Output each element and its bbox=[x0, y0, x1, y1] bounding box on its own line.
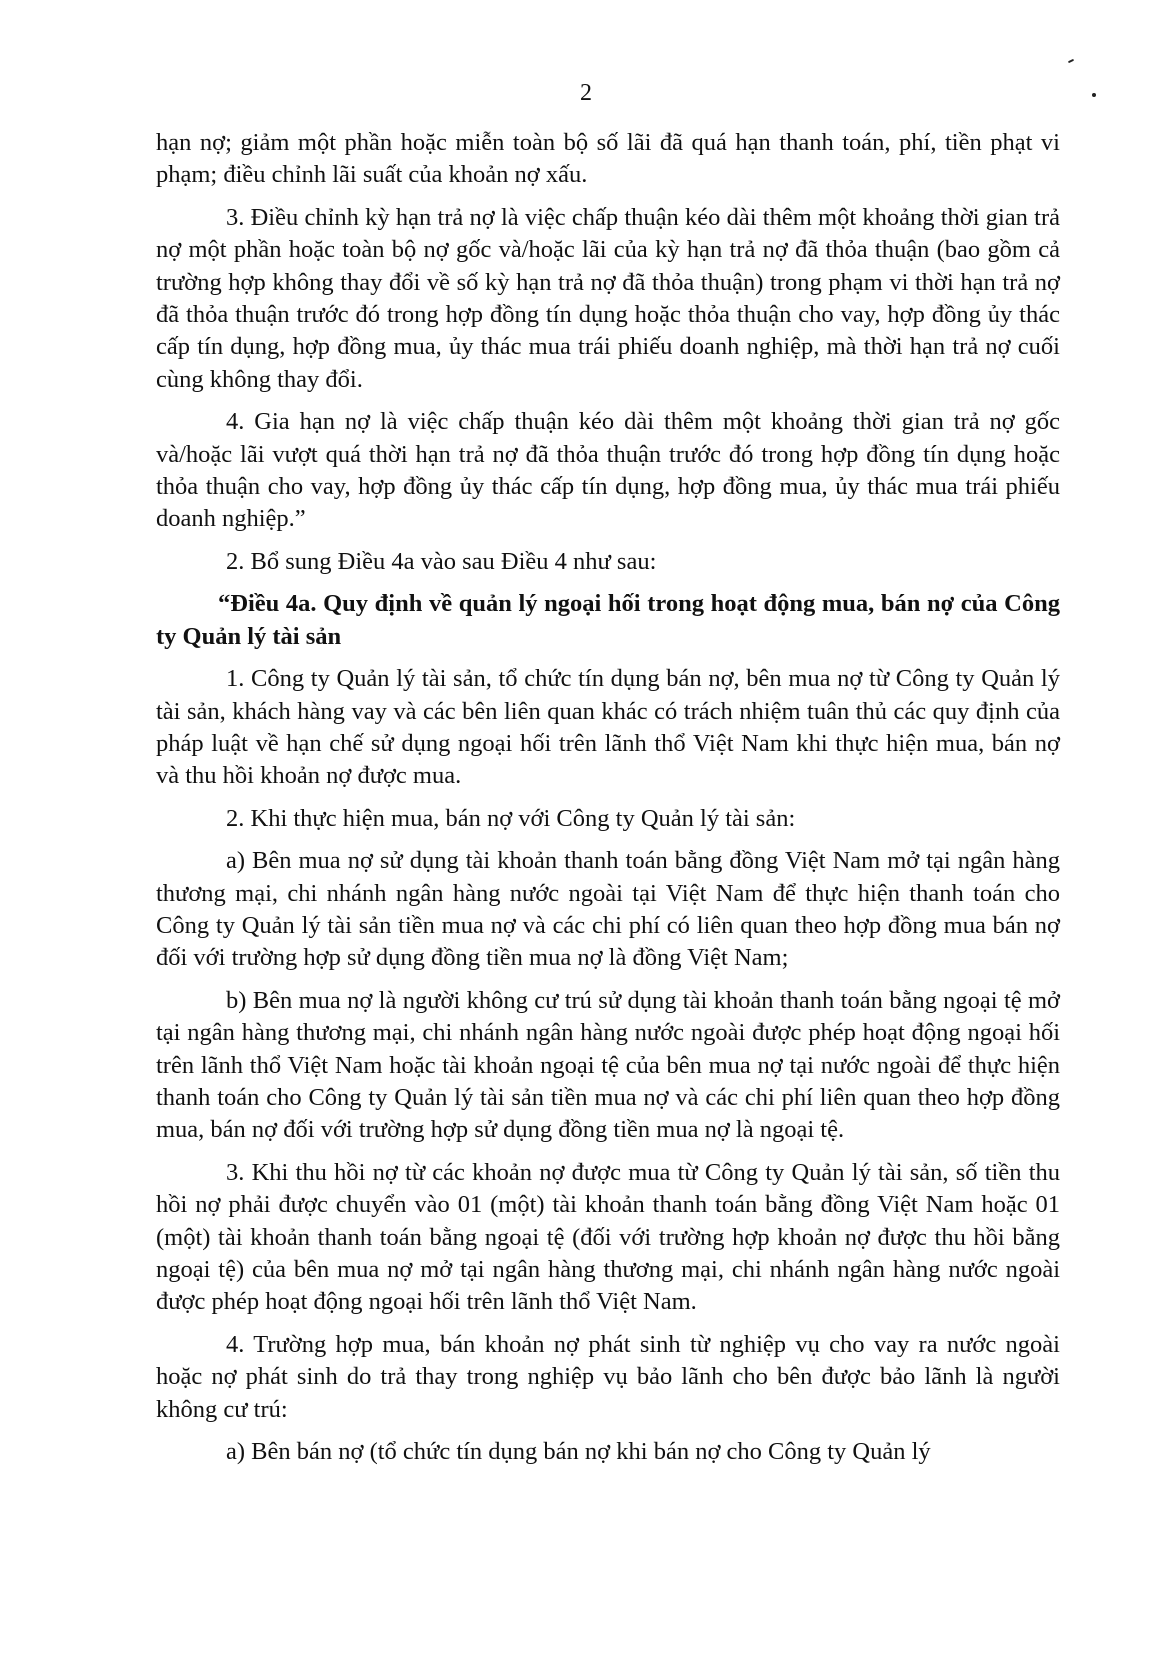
paragraph-amendment-2: 2. Bổ sung Điều 4a vào sau Điều 4 như sau: bbox=[226, 547, 657, 575]
paragraph-4a-clause-4a: a) Bên bán nợ (tổ chức tín dụng bán nợ khi bán nợ cho Công ty Quản lý bbox=[226, 1438, 931, 1466]
scan-mark bbox=[1068, 59, 1074, 63]
paragraph-4a-clause-2b: b) Bên mua nợ là người không cư trú sử dụng tài khoản thanh toán bằng ngoại tệ mở tại ngân hàng thương mại, chi nhánh ngân hàng nước ngoài được phép hoạt động ngoại hối trên lãnh thổ Việt Nam hoặc tài khoản ngoại tệ của bên mua nợ tại nước ngoài để thực hiện thanh toán cho Công ty Quản lý tài sản tiền mua nợ và các chi phí liên quan theo hợp đồng mua, bán nợ đối với trường hợp sử dụng đồng tiền mua nợ là ngoại tệ. bbox=[156, 986, 1060, 1144]
paragraph-4a-clause-2: 2. Khi thực hiện mua, bán nợ với Công ty Quản lý tài sản: bbox=[226, 804, 796, 832]
paragraph-4a-clause-2a: a) Bên mua nợ sử dụng tài khoản thanh toán bằng đồng Việt Nam mở tại ngân hàng thương mại, chi nhánh ngân hàng nước ngoài tại Việt Nam để thực hiện thanh toán cho Công ty Quản lý tài sản tiền mua nợ và các chi phí có liên quan theo hợp đồng mua bán nợ đối với trường hợp sử dụng đồng tiền mua nợ là đồng Việt Nam; bbox=[156, 847, 1060, 972]
document-body bbox=[156, 127, 1060, 1478]
scan-dot bbox=[1092, 93, 1096, 97]
paragraph-4a-clause-1: 1. Công ty Quản lý tài sản, tổ chức tín dụng bán nợ, bên mua nợ từ Công ty Quản lý tài sản, khách hàng vay và các bên liên quan khác có trách nhiệm tuân thủ các quy định của pháp luật về hạn chế sử dụng ngoại hối trên lãnh thổ Việt Nam khi thực hiện mua, bán nợ và thu hồi khoản nợ được mua. bbox=[156, 665, 1060, 790]
article-4a-heading: “Điều 4a. Quy định về quản lý ngoại hối trong hoạt động mua, bán nợ của Công ty Quản lý tài sản bbox=[156, 590, 1060, 650]
paragraph-4a-clause-4: 4. Trường hợp mua, bán khoản nợ phát sinh từ nghiệp vụ cho vay ra nước ngoài hoặc nợ phát sinh do trả thay trong nghiệp vụ bảo lãnh cho bên được bảo lãnh là người không cư trú: bbox=[156, 1330, 1060, 1423]
paragraph-continuation: hạn nợ; giảm một phần hoặc miễn toàn bộ số lãi đã quá hạn thanh toán, phí, tiền phạt vi phạm; điều chỉnh lãi suất của khoản nợ xấu. bbox=[156, 129, 1060, 189]
page-number: 2 bbox=[580, 80, 592, 106]
paragraph-clause-3: 3. Điều chỉnh kỳ hạn trả nợ là việc chấp thuận kéo dài thêm một khoảng thời gian trả nợ một phần hoặc toàn bộ nợ gốc và/hoặc lãi của kỳ hạn trả nợ đã thỏa thuận (bao gồm cả trường hợp không thay đổi về số kỳ hạn trả nợ đã thỏa thuận) trong phạm vi thời hạn trả nợ đã thỏa thuận trước đó trong hợp đồng tín dụng hoặc thỏa thuận cho vay, hợp đồng ủy thác cấp tín dụng, hợp đồng mua, ủy thác mua trái phiếu doanh nghiệp, mà thời hạn trả nợ cuối cùng không thay đổi. bbox=[156, 203, 1060, 393]
paragraph-4a-clause-3: 3. Khi thu hồi nợ từ các khoản nợ được mua từ Công ty Quản lý tài sản, số tiền thu hồi nợ phải được chuyển vào 01 (một) tài khoản thanh toán bằng đồng Việt Nam hoặc 01 (một) tài khoản thanh toán bằng ngoại tệ (đối với trường hợp khoản nợ được thu hồi bằng ngoại tệ) của bên mua nợ mở tại ngân hàng thương mại, chi nhánh ngân hàng nước ngoài được phép hoạt động ngoại hối trên lãnh thổ Việt Nam. bbox=[156, 1158, 1060, 1316]
paragraph-clause-4: 4. Gia hạn nợ là việc chấp thuận kéo dài thêm một khoảng thời gian trả nợ gốc và/hoặc lãi vượt quá thời hạn trả nợ đã thỏa thuận trước đó trong hợp đồng tín dụng hoặc thỏa thuận cho vay, hợp đồng ủy thác cấp tín dụng, hợp đồng mua, ủy thác mua trái phiếu doanh nghiệp.” bbox=[156, 408, 1060, 533]
